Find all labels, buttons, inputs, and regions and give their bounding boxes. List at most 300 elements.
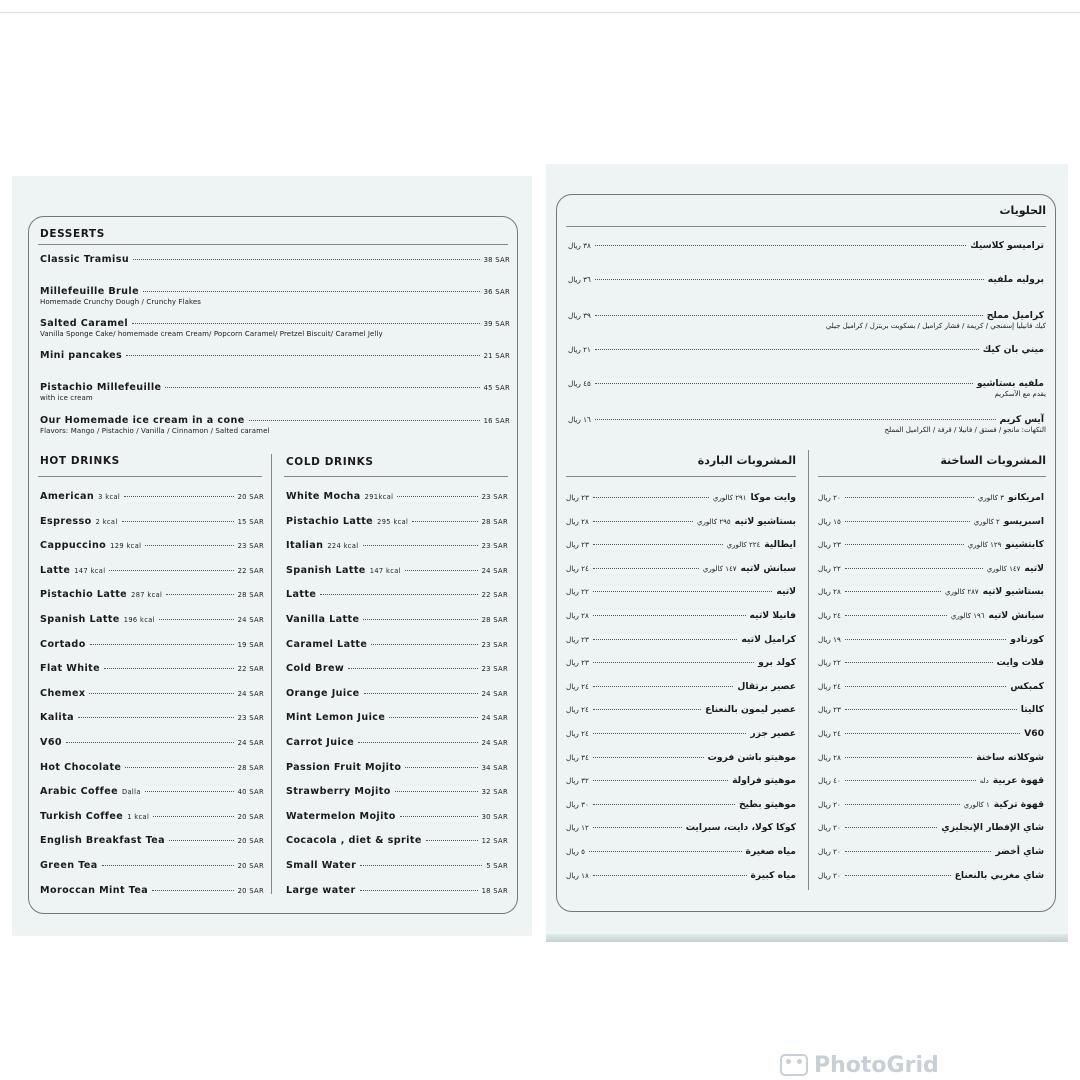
menu-item (286, 589, 508, 600)
item-calories: 3 kcal (98, 493, 121, 501)
item-price: ٢٠ ريال (818, 493, 841, 502)
item-name: سبانش لاتيه (740, 562, 796, 574)
dot-leader (593, 804, 735, 805)
item-name: Our Homemade ice cream in a cone (40, 415, 245, 426)
item-price: 18 SAR (481, 886, 508, 895)
item-calories: ١ كالوري (963, 800, 990, 809)
item-price: 39 SAR (483, 320, 510, 328)
dot-leader (593, 686, 733, 687)
item-description: Homemade Crunchy Dough / Crunchy Flakes (40, 298, 202, 306)
item-calories: 147 kcal (74, 566, 106, 575)
menu-item (286, 491, 508, 502)
item-name: Italian (286, 540, 324, 552)
dot-leader (589, 851, 741, 852)
page-bottom-shadow (546, 934, 1068, 942)
dot-leader (845, 757, 972, 758)
menu-item (566, 704, 796, 715)
dot-leader (845, 709, 1017, 710)
item-name: Salted Caramel (40, 318, 129, 329)
item-name: شاي مغربي بالنعناع (954, 869, 1044, 881)
dot-leader (405, 570, 478, 571)
item-price: ٢٠ ريال (818, 847, 841, 856)
dot-leader (595, 349, 979, 350)
cold-drinks-title: COLD DRINKS (286, 456, 374, 468)
item-price: ٢٢ ريال (566, 587, 589, 597)
item-name: امريكانو (1007, 492, 1044, 503)
item-calories: ٢ كالوري (973, 517, 1000, 526)
item-name: Mini pancakes (40, 350, 123, 361)
watermark-text: PhotoGrid (814, 1052, 939, 1078)
dot-leader (358, 742, 477, 743)
item-price: ٣٢ ريال (566, 776, 589, 786)
dot-leader (845, 662, 993, 663)
item-name: عصير جزر (750, 728, 796, 739)
menu-item (818, 799, 1044, 810)
item-name: Vanilla Latte (286, 614, 360, 625)
item-price: 34 SAR (481, 763, 508, 772)
dot-leader (152, 890, 233, 891)
item-name: مياه كبيرة (750, 869, 796, 881)
dot-leader (364, 693, 478, 694)
photogrid-watermark (780, 1052, 939, 1078)
menu-item (40, 885, 264, 896)
item-price: 24 SAR (481, 739, 508, 747)
menu-item (40, 737, 264, 748)
item-calories: ٢٨٧ كالوري (945, 588, 979, 597)
item-price: ٢١ ريال (568, 345, 591, 354)
item-calories: 287 kcal (131, 591, 163, 600)
menu-item (286, 614, 508, 625)
dot-leader (159, 619, 234, 620)
dot-leader (153, 816, 233, 817)
dot-leader (593, 780, 728, 781)
item-price: 23 SAR (481, 640, 508, 649)
menu-item (818, 492, 1044, 503)
item-name: ميني بان كيك (982, 344, 1044, 355)
item-name: V60 (40, 737, 62, 748)
arabic-hot-drinks-rule (818, 476, 1046, 477)
item-name: فلات وايت (996, 657, 1044, 669)
item-price: ٢٣ ريال (818, 540, 841, 550)
item-calories: 224 kcal (327, 542, 359, 551)
menu-item (818, 563, 1044, 574)
item-name: Moroccan Mint Tea (40, 884, 149, 896)
dot-leader (845, 804, 960, 805)
menu-item (40, 663, 264, 674)
item-price: ٢٣ ريال (566, 634, 589, 644)
item-name: كمبكس (1010, 680, 1044, 692)
item-description: Vanilla Sponge Cake/ homemade cream Cream/ Popcorn Caramel/ Pretzel Biscuit/ Caramel Jelly (40, 330, 383, 338)
item-name: Spanish Latte (40, 614, 120, 625)
menu-item (40, 589, 264, 600)
menu-item (566, 728, 796, 739)
item-name: Carrot Juice (286, 737, 355, 748)
item-name: مياه صغيرة (745, 846, 796, 857)
menu-item (40, 639, 264, 650)
item-price: ٢٨ ريال (818, 752, 841, 762)
english-menu-page (12, 176, 532, 936)
menu-item (818, 822, 1044, 833)
item-price: ٢٠ ريال (818, 823, 841, 833)
menu-item (818, 775, 1044, 786)
menu-item (40, 350, 510, 361)
desserts-rule (38, 244, 508, 245)
item-price: 23 SAR (481, 665, 508, 674)
item-price: ١٨ ريال (566, 870, 589, 880)
dot-leader (90, 644, 234, 645)
item-name: كراميل لاتيه (741, 633, 796, 645)
item-price: ٣٠ ريال (566, 799, 589, 809)
item-name: Espresso (40, 515, 92, 527)
item-name: لاتيه (1024, 562, 1044, 574)
item-price: ١٥ ريال (818, 516, 841, 526)
menu-item (568, 310, 1044, 321)
dot-leader (593, 709, 701, 710)
dot-leader (122, 521, 234, 522)
dot-leader (593, 615, 746, 616)
item-price: 28 SAR (237, 591, 264, 600)
dot-leader (593, 521, 693, 522)
menu-item (40, 491, 264, 502)
item-price: 23 SAR (481, 542, 508, 551)
item-calories: دله (979, 777, 989, 786)
dot-leader (126, 355, 479, 356)
item-name: عصير برتقال (737, 680, 796, 692)
item-name: عصير ليمون بالنعناع (705, 704, 796, 716)
menu-item (286, 860, 508, 871)
menu-item (40, 712, 264, 723)
item-calories: 1 kcal (127, 812, 150, 821)
item-name: Chemex (40, 687, 86, 699)
item-name: قهوة عربية (992, 775, 1044, 787)
item-price: 19 SAR (237, 640, 264, 649)
dot-leader (124, 496, 233, 497)
arabic-cold-drinks-title: المشروبات الباردة (697, 454, 796, 467)
menu-item (286, 688, 508, 699)
menu-item (566, 681, 796, 692)
menu-item (40, 811, 264, 822)
item-price: 20 SAR (237, 862, 264, 870)
item-price: 36 SAR (483, 288, 510, 296)
dot-leader (595, 419, 996, 420)
item-price: 12 SAR (481, 837, 508, 846)
menu-item (40, 835, 264, 846)
menu-item (566, 516, 796, 527)
item-description: كيك فانيليا إسفنجي / كريمة / فشار كراميل / بسكويت بريتزل / كراميل جيلي (825, 322, 1046, 330)
item-calories: ٢٩٥ كالوري (697, 517, 731, 526)
item-price: ٢٤ ريال (566, 563, 589, 573)
dot-leader (595, 279, 984, 280)
item-name: Flat White (40, 663, 101, 675)
menu-item (286, 811, 508, 822)
menu-item (568, 240, 1044, 251)
item-price: ٢٠ ريال (818, 870, 841, 880)
item-price: 23 SAR (237, 714, 264, 723)
item-name: Cocacola , diet & sprite (286, 835, 422, 847)
item-name: Spanish Latte (286, 564, 366, 576)
item-price: ٤٠ ريال (818, 776, 841, 786)
item-name: ايطالية (764, 539, 796, 551)
item-price: ٢٨ ريال (566, 516, 589, 526)
menu-item (818, 870, 1044, 881)
dot-leader (89, 693, 233, 694)
item-price: 24 SAR (237, 616, 264, 624)
menu-item (40, 516, 264, 527)
dot-leader (593, 662, 754, 663)
menu-item (566, 775, 796, 786)
menu-item (40, 540, 264, 551)
top-divider (0, 12, 1080, 13)
menu-item (568, 414, 1044, 425)
item-price: ٢٤ ريال (566, 705, 589, 715)
dot-leader (845, 497, 974, 498)
item-name: Cappuccino (40, 540, 107, 552)
menu-item (566, 822, 796, 833)
menu-item (818, 516, 1044, 527)
menu-item (40, 565, 264, 576)
item-name: بستاشيو لاتيه (734, 515, 796, 527)
item-price: 20 SAR (237, 812, 264, 821)
item-description: Flavors: Mango / Pistachio / Vanilla / Cinnamon / Salted caramel (40, 427, 270, 435)
menu-item (566, 657, 796, 668)
dot-leader (593, 544, 723, 545)
item-name: Turkish Coffee (40, 810, 124, 822)
arabic-cold-drinks-rule (566, 476, 796, 477)
dot-leader (66, 742, 234, 743)
item-price: 38 SAR (483, 256, 510, 264)
item-price: ٣٩ ريال (568, 311, 591, 320)
dot-leader (360, 890, 478, 891)
menu-item (40, 254, 510, 265)
menu-item (286, 737, 508, 748)
menu-item (818, 634, 1044, 645)
menu-item (566, 752, 796, 763)
menu-item (566, 799, 796, 810)
dot-leader (132, 323, 479, 324)
menu-item (566, 492, 796, 503)
dot-leader (400, 816, 478, 817)
item-name: Orange Juice (286, 687, 360, 699)
item-name: كوكا كولا، دايت، سبرايت (685, 822, 796, 834)
item-price: 22 SAR (481, 591, 508, 600)
menu-item (818, 681, 1044, 692)
menu-item (286, 786, 508, 797)
item-price: ٢٠ ريال (818, 799, 841, 809)
item-price: 20 SAR (237, 493, 264, 501)
item-name: Arabic Coffee (40, 786, 119, 798)
dot-leader (165, 387, 479, 388)
dot-leader (593, 827, 682, 828)
item-name: Strawberry Mojito (286, 786, 391, 798)
item-name: موهيتو بطيخ (738, 798, 796, 810)
item-name: V60 (1024, 728, 1044, 739)
item-calories: 295 kcal (377, 517, 409, 526)
item-price: ٣٦ ريال (568, 275, 591, 284)
item-name: شاي أخضر (995, 846, 1044, 857)
item-name: فانيلا لاتيه (749, 610, 796, 621)
dot-leader (363, 619, 477, 620)
item-price: 32 SAR (481, 788, 508, 797)
item-name: كولد برو (758, 657, 796, 669)
menu-item (818, 752, 1044, 763)
hot-drinks-rule (38, 476, 262, 477)
item-name: English Breakfast Tea (40, 835, 166, 847)
item-price: 5 SAR (486, 862, 508, 870)
item-calories: ٢٢٤ كالوري (726, 541, 761, 550)
dot-leader (405, 767, 477, 768)
dot-leader (348, 668, 477, 669)
column-divider (271, 454, 272, 894)
dot-leader (412, 521, 477, 522)
item-name: Millefeuille Brule (40, 286, 140, 297)
item-description: النكهات: مانجو / فستق / فانيلا / قرفة / الكراميل المملح (884, 426, 1046, 434)
item-name: شاي الإفطار الإنجليزي (941, 822, 1044, 834)
dot-leader (845, 568, 983, 569)
dot-leader (593, 875, 747, 876)
item-price: 40 SAR (237, 788, 264, 797)
item-calories: 2 kcal (95, 517, 118, 526)
item-price: ٢٤ ريال (566, 729, 589, 738)
dot-leader (845, 733, 1020, 734)
item-price: 23 SAR (481, 493, 508, 501)
dot-leader (143, 291, 480, 292)
item-price: 28 SAR (481, 616, 508, 624)
item-price: ٢٨ ريال (818, 587, 841, 597)
item-calories: ١٢٩ كالوري (967, 541, 1002, 550)
item-calories: 291kcal (364, 493, 394, 501)
item-price: ٣٤ ريال (566, 752, 589, 762)
item-name: Watermelon Mojito (286, 810, 396, 822)
hot-drinks-title: HOT DRINKS (40, 455, 120, 467)
item-price: ١٦ ريال (568, 415, 591, 424)
item-price: ٢٢ ريال (818, 563, 841, 573)
item-name: Hot Chocolate (40, 761, 122, 773)
menu-item (566, 870, 796, 881)
item-name: Latte (286, 589, 317, 601)
item-name: اسبريسو (1003, 515, 1044, 527)
dot-leader (845, 591, 941, 592)
dot-leader (595, 315, 983, 316)
item-price: 24 SAR (481, 566, 508, 575)
photogrid-logo-icon (780, 1054, 808, 1076)
item-price: 24 SAR (481, 714, 508, 723)
menu-item (568, 274, 1044, 285)
item-calories: 196 kcal (123, 616, 155, 624)
menu-item (566, 610, 796, 621)
menu-item (40, 688, 264, 699)
item-name: American (40, 491, 95, 502)
menu-item (286, 540, 508, 551)
item-price: ٢٤ ريال (566, 681, 589, 691)
item-price: ١٢ ريال (566, 823, 589, 833)
dot-leader (845, 544, 964, 545)
item-name: بروليه ملفيه (987, 274, 1044, 285)
menu-item (40, 382, 510, 393)
item-name: موهيتو باشن فروت (707, 751, 796, 763)
dot-leader (169, 840, 234, 841)
item-price: ٢٨ ريال (566, 611, 589, 620)
item-price: 16 SAR (483, 417, 510, 425)
dot-leader (395, 791, 478, 792)
dot-leader (845, 521, 970, 522)
menu-item (818, 704, 1044, 715)
item-price: ٥ ريال (566, 847, 586, 856)
item-name: Passion Fruit Mojito (286, 761, 402, 773)
item-price: ٢٤ ريال (818, 681, 841, 691)
item-calories: ١٤٧ كالوري (986, 564, 1021, 573)
item-name: ملفيه بستاشيو (976, 378, 1044, 389)
item-name: Latte (40, 564, 71, 576)
item-name: Mint Lemon Juice (286, 712, 386, 724)
item-name: Small Water (286, 860, 357, 871)
item-price: ١٩ ريال (818, 634, 841, 644)
item-price: 28 SAR (481, 517, 508, 526)
dot-leader (397, 496, 477, 497)
item-name: Caramel Latte (286, 638, 368, 650)
dot-leader (320, 594, 477, 595)
item-price: ٤٥ ريال (568, 379, 591, 388)
dot-leader (595, 383, 973, 384)
dot-leader (595, 245, 966, 246)
dot-leader (593, 568, 699, 569)
item-price: 15 SAR (237, 517, 264, 526)
dot-leader (133, 259, 480, 260)
menu-item (818, 610, 1044, 621)
menu-item (286, 712, 508, 723)
item-price: ٢٢ ريال (818, 658, 841, 668)
menu-item (818, 846, 1044, 857)
dot-leader (371, 644, 477, 645)
menu-item (40, 286, 510, 297)
dot-leader (845, 615, 947, 616)
item-calories: 147 kcal (369, 566, 401, 575)
item-name: Large water (286, 884, 356, 896)
dot-leader (593, 591, 772, 592)
item-price: ٢٣ ريال (566, 540, 589, 550)
menu-item (286, 762, 508, 773)
item-calories: ١٤٧ كالوري (702, 564, 737, 573)
dot-leader (845, 851, 991, 852)
item-price: 20 SAR (237, 886, 264, 895)
item-calories: Dalla (122, 788, 141, 797)
menu-item (566, 563, 796, 574)
item-name: تراميسو كلاسيك (970, 240, 1044, 251)
menu-item (568, 344, 1044, 355)
item-name: لاتيه (776, 586, 796, 598)
menu-item (286, 639, 508, 650)
item-price: ٢٣ ريال (818, 705, 841, 715)
item-name: قهوة تركية (993, 798, 1044, 810)
arabic-hot-drinks-title: المشروبات الساخنة (940, 454, 1046, 467)
item-price: 24 SAR (237, 689, 264, 698)
item-name: كراميل مملح (986, 310, 1044, 321)
item-price: 45 SAR (483, 384, 510, 392)
item-name: شوكلاته ساخنة (976, 751, 1044, 763)
dot-leader (389, 717, 477, 718)
menu-item (40, 318, 510, 329)
menu-item (286, 663, 508, 674)
dot-leader (363, 545, 478, 546)
dot-leader (249, 420, 480, 421)
dot-leader (104, 668, 234, 669)
dot-leader (145, 545, 233, 546)
item-name: Kalita (40, 712, 74, 724)
item-price: 23 SAR (237, 542, 264, 551)
item-name: Pistachio Latte (40, 589, 128, 601)
item-name: موهيتو فراولة (732, 775, 796, 787)
item-price: ٢٣ ريال (566, 493, 589, 502)
menu-item (818, 586, 1044, 597)
